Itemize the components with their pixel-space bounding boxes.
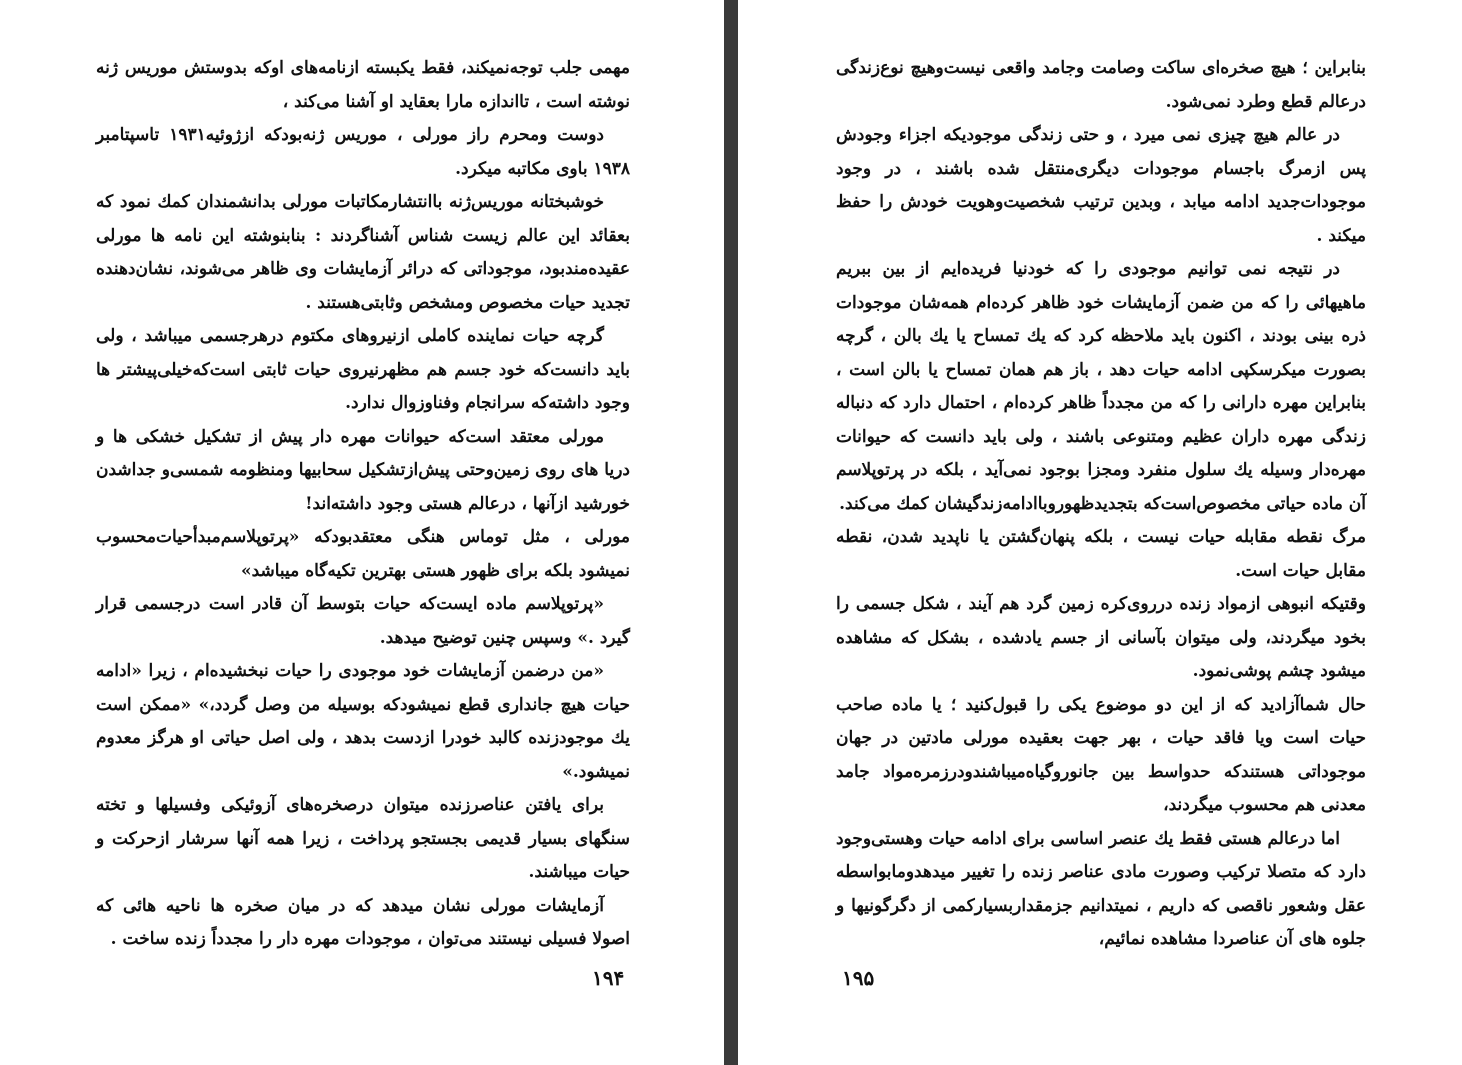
paragraph: دوست ومحرم راز مورلی ، موریس ژنه‌بودکه ازژوئیه۱۹۳۱ تاسپتامبر ۱۹۳۸ باوی مکاتبه میکرد.: [96, 125, 630, 179]
right-page: [738, 0, 1462, 1065]
paragraph: حال شماآزادید که از این دو موضوع یکی را قبول‌کنید ؛ یا ماده صاحب حیات است ویا فاقد حیات ، بهر جهت بعقیده مورلی مادتین در جهان موجوداتی هستندکه حدواسط بین جانوروگیاه‌میباشندودرزمره‌مواد جامد معدنی هم محسوب میگردند،: [836, 694, 1366, 815]
paragraph: «پرتوپلاسم ماده ایست‌که حیات بتوسط آن قادر است درجسمی قرار گیرد .» وسپس چنین توضیح میدهد.: [96, 594, 630, 648]
paragraph: در نتیجه نمی توانیم موجودی را که خودنیا فریده‌ایم از بین ببریم ماهیهائی را که من ضمن آزمایشات خود ظاهر کرده‌ام همه‌شان موجودات ذره بینی بودند ، اکنون باید ملاحظه کرد که یك تمساح یا یك بالن ، گرچه بصورت میکرسکپی ادامه حیات دهد ، باز هم همان تمساح یا بالن است ، بنابراین مهره دارانی را که من مجدداً ظاهر کرده‌ام ، احتمال دارد که دنباله زندگی مهره داران عظیم ومتنوعی باشند ، ولی باید دانست که حیوانات مهره‌دار وسیله یك سلول منفرد ومجزا بوجود نمی‌آید ، بلکه در پرتوپلاسم آن ماده حیاتی مخصوص‌است‌که بتجدیدظهوروباادامه‌زندگیشان کمك می‌کند.: [836, 259, 1367, 514]
paragraph: بنابراین ؛ هیچ صخره‌ای ساکت وصامت وجامد واقعی نیست‌وهیچ نوع‌زندگی درعالم قطع وطرد نمی‌شود.: [836, 58, 1366, 112]
paragraph: گرچه حیات نماینده کاملی ازنیروهای مکتوم درهرجسمی میباشد ، ولی باید دانست‌که خود جسم هم مظهرنیروی حیات ثابتی است‌که‌خیلی‌پیشتر ها وجود داشته‌که سرانجام وفناوزوال ندارد.: [96, 326, 630, 413]
right-page-text: [836, 52, 1366, 957]
paragraph: خوشبختانه موریس‌ژنه باانتشارمکاتبات مورلی بدانشمندان کمك نمود که بعقائد این عالم زیست شناس آشناگردند : بنابنوشته این نامه ها مورلی عقیده‌مندبود، موجوداتی که درائر آزمایشات وی ظاهر می‌شوند، نشان‌دهنده تجدید حیات مخصوص ومشخص وثابتی‌هستند .: [96, 192, 630, 313]
left-page-text: [96, 52, 630, 957]
paragraph: مهمی جلب توجه‌نمیکند، فقط یکبسته ازنامه‌های اوکه بدوستش موریس ژنه نوشته است ، تااندازه مارا بعقاید او آشنا می‌کند ،: [96, 58, 630, 112]
page-number: ۱۹۴: [592, 966, 625, 990]
paragraph: در عالم هیچ چیزی نمی میرد ، و حتی زندگی موجودیکه اجزاء وجودش پس ازمرگ باجسام موجودات دیگری‌منتقل شده باشند ، در وجود موجودات‌جدید ادامه میابد ، وبدین ترتیب شخصیت‌وهویت خودش را حفظ میکند .: [836, 125, 1366, 246]
paragraph: «من درضمن آزمایشات خود موجودی را حیات نبخشیده‌ام ، زیرا «ادامه حیات هیچ جانداری قطع نمیشودکه بوسیله من وصل گردد،» «ممکن است یك موجودزنده کالبد خودرا ازدست بدهد ، ولی اصل حیاتی او هرگز معدوم نمیشود.»: [96, 661, 630, 782]
left-page: [0, 0, 724, 1065]
page-number: ۱۹۵: [842, 966, 875, 990]
book-gutter: [724, 0, 738, 1065]
paragraph: مورلی ، مثل توماس هنگی معتقدبودکه «پرتوپلاسم‌مبدأ‌حیات‌محسوب نمیشود بلکه برای ظهور هستی بهترین تکیه‌گاه میباشد»: [96, 527, 630, 581]
paragraph: اما درعالم هستی فقط یك عنصر اساسی برای ادامه حیات وهستی‌وجود دارد که متصلا ترکیب وصورت مادی عناصر زنده را تغییر میدهدومابواسطه عقل وشعور ناقصی که داریم ، نمیتدانیم جزمقداربسیارکمی از دگرگونیها و جلوه های آن عناصردا مشاهده نمائیم،: [835, 828, 1366, 949]
paragraph: مورلی معتقد است‌که حیوانات مهره دار پیش از تشکیل خشکی ها و دریا های روی زمین‌وحتی پیش‌ازتشکیل سحابیها ومنظومه شمسی‌و جداشدن خورشید ازآنها ، درعالم هستی وجود داشته‌اند!: [96, 426, 630, 514]
paragraph: مرگ نقطه مقابله حیات نیست ، بلکه پنهان‌گشتن یا ناپدید شدن، نقطه مقابل حیات است.: [836, 527, 1366, 581]
paragraph: آزمایشات مورلی نشان میدهد که در میان صخره ها ناحیه هائی که اصولا فسیلی نیستند می‌توان ، موجودات مهره دار را مجدداً زنده ساخت .: [96, 895, 630, 949]
paragraph: وقتیکه انبوهی ازمواد زنده درروی‌کره زمین گرد هم آیند ، شکل جسمی را بخود میگردند، ولی میتوان بآسانی از جسم یادشده ، بشکل که مشاهده میشود چشم پوشی‌نمود.: [836, 594, 1366, 681]
paragraph: برای یافتن عناصرزنده میتوان درصخره‌های آزوئیکی وفسیلها و تخته سنگهای بسیار قدیمی بجستجو پرداخت ، زیرا همه آنها سرشار ازحرکت و حیات میباشند.: [96, 795, 630, 882]
